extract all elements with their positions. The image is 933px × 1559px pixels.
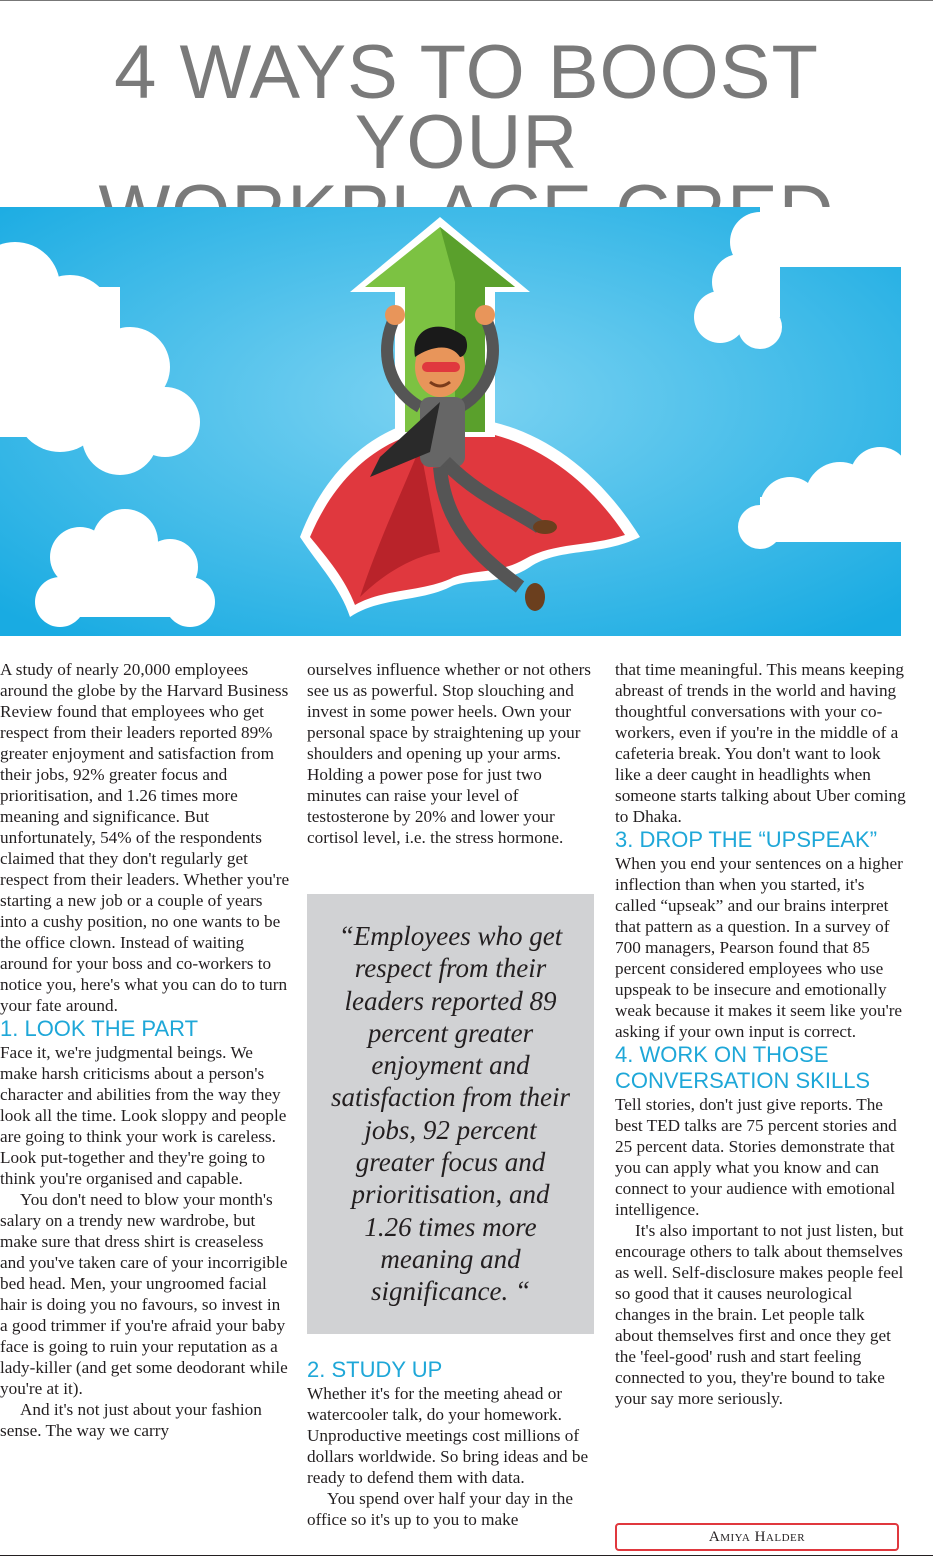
column-2 (307, 659, 597, 848)
heading-study-up: 2. STUDY UP (307, 1357, 443, 1382)
paragraph: You spend over half your day in the office so it's up to you to make (307, 1489, 574, 1529)
top-rule (0, 0, 933, 4)
pull-quote: “Employees who get respect from their leaders reported 89 percent greater enjoyment and satisfaction from their jobs, 92 percent greater focus and prioritisation, and 1.26 times more meaning and significance. “ (307, 894, 594, 1334)
hero-illustration (0, 207, 901, 636)
heading-conversation-skills: 4. WORK ON THOSE CONVERSATION SKILLS (615, 1042, 871, 1093)
paragraph: When you end your sentences on a higher inflection than when you started, it's called “upseak” and our brains interpret that pattern as a question. In a survey of 700 managers, Pearson found that 85 percent considered employees who use upspeak to be insecure and emotionally weak because it makes it seem like you're asking if your own input is correct. (615, 854, 903, 1041)
paragraph: And it's not just about your fashion sense. The way we carry (0, 1400, 262, 1440)
title-line-1: 4 WAYS TO BOOST YOUR (114, 30, 819, 185)
column-2-lower (307, 1357, 597, 1530)
paragraph: Whether it's for the meeting ahead or watercooler talk, do your homework. Unproductive meetings cost millions of dollars worldwide. So bring ideas and be ready to defend them with data. (307, 1384, 589, 1487)
paragraph: It's also important to not just listen, but encourage others to talk about themselves as well. Self-disclosure makes people feel so good that it causes neurological changes in the brain. Let people talk about themselves first and once they get the 'feel-good' rush and start feeling connected to you, they're bound to take your say more seriously. (615, 1221, 904, 1408)
paragraph: You don't need to blow your month's salary on a trendy new wardrobe, but make sure that dress shirt is creaseless and you've taken care of your incorrigible bed head. Men, your ungroomed facial hair is doing you no favours, so invest in a good trimmer if you're afraid your baby face is going to ruin your reputation as a lady-killer (and get some deodorant while you're at it). (0, 1190, 288, 1398)
column-3 (615, 659, 907, 1409)
bottom-rule (0, 1555, 933, 1556)
heading-look-the-part: 1. LOOK THE PART (0, 1016, 199, 1041)
illustration-credit: Amiya Halder (615, 1523, 899, 1551)
paragraph: Tell stories, don't just give reports. The best TED talks are 75 percent stories and 25 percent data. Stories demonstrate that you can apply what you know and can connect to your audience with emotional intelligence. (615, 1095, 897, 1219)
paragraph: Face it, we're judgmental beings. We make harsh criticisms about a person's character and abilities from the way they look all the time. Look sloppy and people are going to think your work is careless. Look put-together and they're going to think you're organised and capable. (0, 1043, 287, 1188)
paragraph: that time meaningful. This means keeping abreast of trends in the world and having thoughtful conversations with your co-workers, even if you're in the middle of a cafeteria break. You don't want to look like a deer caught in headlights when someone starts talking about Uber coming to Dhaka. (615, 660, 906, 826)
intro-paragraph: A study of nearly 20,000 employees around the globe by the Harvard Business Review found that employees who get respect from their leaders reported 89% greater enjoyment and satisfaction from their jobs, 92% greater focus and prioritisation, and 1.26 times more meaning and significance. But unfortunately, 54% of the respondents claimed that they don't regularly get respect from their leaders. Whether you're starting a new job or a couple of years into a cushy position, no one wants to be the office clown. Instead of waiting around for your boss and co-workers to notice you, here's what you can do to turn your fate around. (0, 660, 290, 1015)
paragraph: ourselves influence whether or not others see us as powerful. Stop slouching and invest in some power heels. Own your personal space by straightening up your shoulders and opening up your arms. Holding a power pose for just two minutes can raise your level of testosterone by 20% and lower your cortisol level, i.e. the stress hormone. (307, 660, 591, 847)
heading-drop-the-upspeak: 3. DROP THE “UPSPEAK” (615, 827, 878, 852)
column-1 (0, 659, 290, 1441)
